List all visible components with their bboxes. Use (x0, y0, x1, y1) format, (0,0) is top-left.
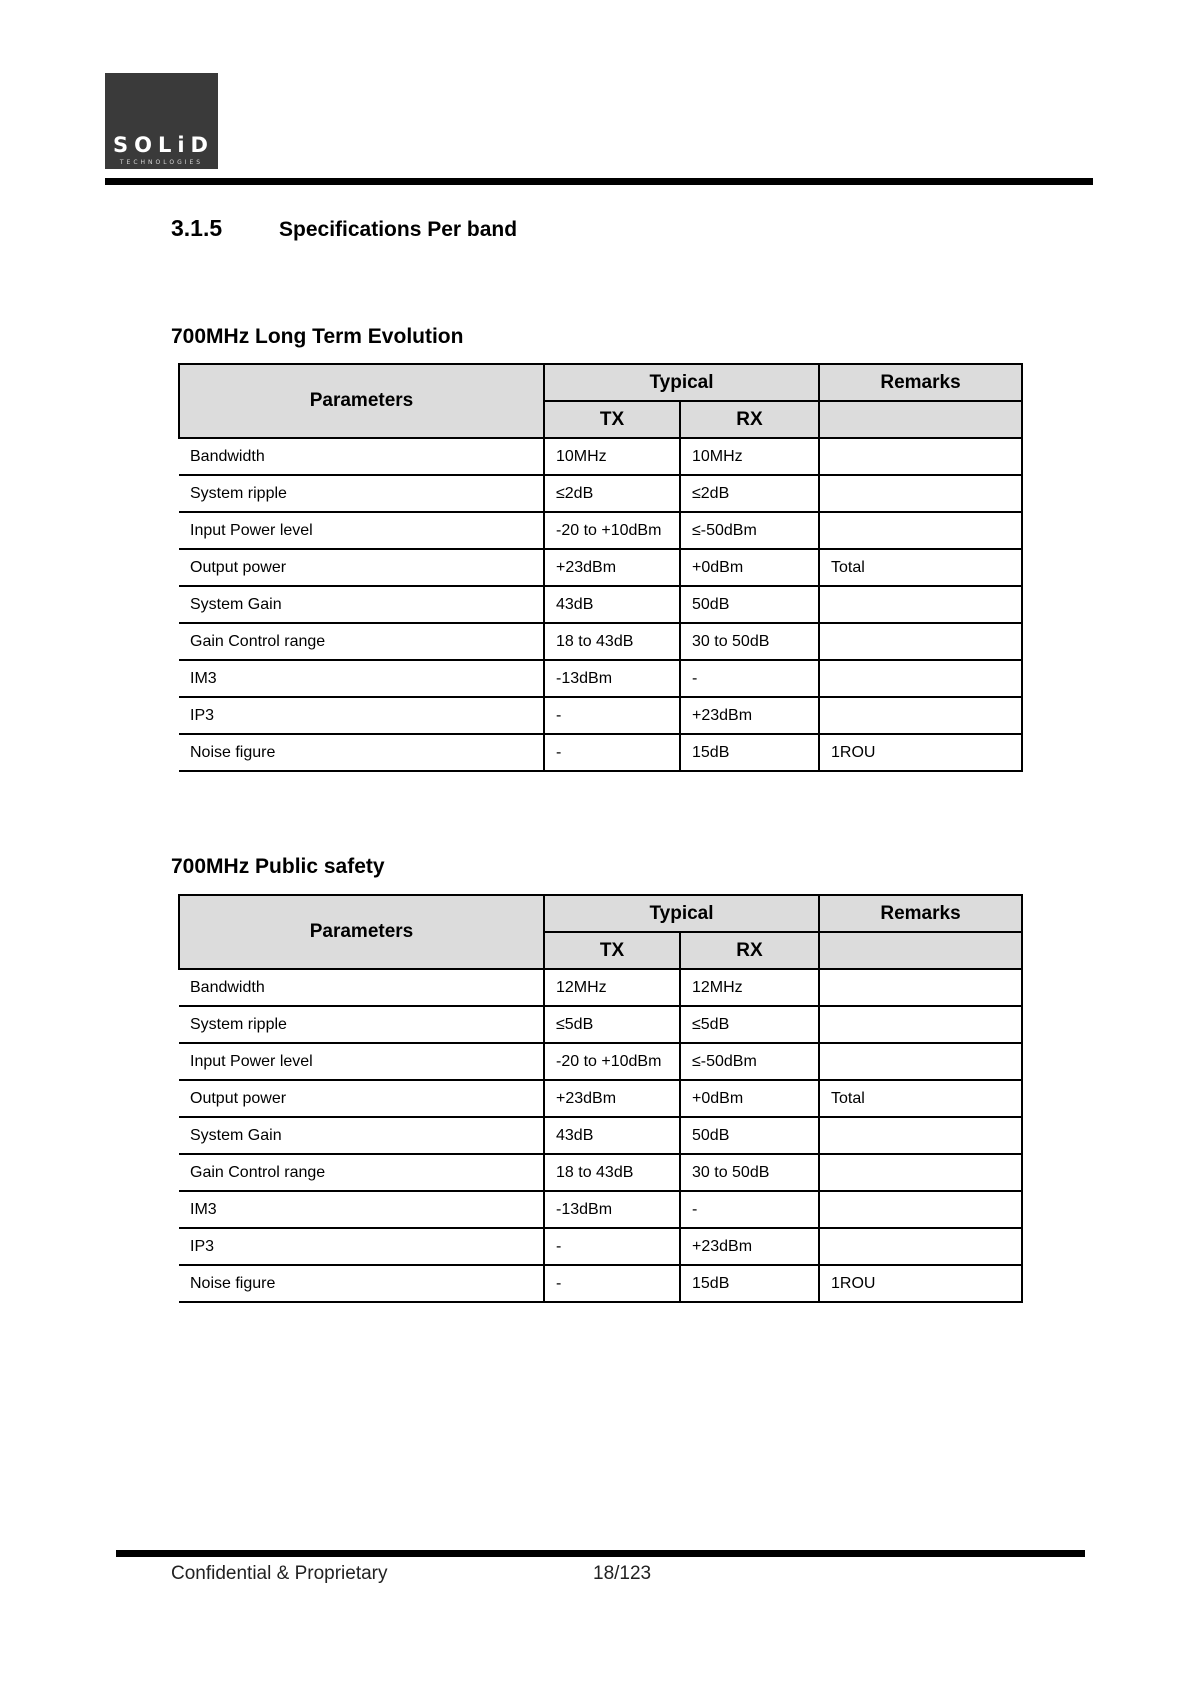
cell-tx: +23dBm (544, 1080, 680, 1117)
table-row (179, 969, 1022, 1006)
cell-param: Noise figure (179, 734, 544, 771)
cell-tx: -20 to +10dBm (544, 1043, 680, 1080)
table-row (179, 549, 1022, 586)
table-row (179, 438, 1022, 475)
cell-rx: 30 to 50dB (680, 1154, 819, 1191)
cell-remarks (819, 586, 1022, 623)
spec-table-public-safety (178, 894, 1023, 1303)
cell-param: IP3 (179, 697, 544, 734)
logo-subtext: TECHNOLOGIES (119, 159, 204, 166)
footer-rule (116, 1550, 1085, 1557)
header-remarks-blank (819, 401, 1022, 438)
cell-remarks: Total (819, 549, 1022, 586)
cell-tx: -13dBm (544, 660, 680, 697)
cell-tx: - (544, 697, 680, 734)
cell-param: Input Power level (179, 512, 544, 549)
page-number: 18/123 (593, 1563, 652, 1584)
cell-remarks: Total (819, 1080, 1022, 1117)
cell-rx: ≤-50dBm (680, 512, 819, 549)
table-row (179, 1265, 1022, 1302)
section-number: 3.1.5 (171, 215, 223, 241)
cell-tx: 43dB (544, 1117, 680, 1154)
cell-remarks (819, 475, 1022, 512)
cell-remarks: 1ROU (819, 1265, 1022, 1302)
cell-remarks: 1ROU (819, 734, 1022, 771)
cell-rx: - (680, 1191, 819, 1228)
cell-tx: - (544, 1265, 680, 1302)
cell-tx: 12MHz (544, 969, 680, 1006)
cell-param: Output power (179, 1080, 544, 1117)
table-row (179, 623, 1022, 660)
cell-tx: +23dBm (544, 549, 680, 586)
cell-tx: -20 to +10dBm (544, 512, 680, 549)
cell-param: Noise figure (179, 1265, 544, 1302)
header-typical: Typical (544, 364, 819, 401)
table-row (179, 1117, 1022, 1154)
cell-param: System Gain (179, 586, 544, 623)
cell-param: Output power (179, 549, 544, 586)
cell-tx: 10MHz (544, 438, 680, 475)
cell-remarks (819, 697, 1022, 734)
cell-remarks (819, 438, 1022, 475)
cell-rx: - (680, 660, 819, 697)
cell-rx: ≤2dB (680, 475, 819, 512)
cell-rx: 15dB (680, 734, 819, 771)
header-rx: RX (680, 932, 819, 969)
cell-rx: +23dBm (680, 1228, 819, 1265)
cell-rx: 15dB (680, 1265, 819, 1302)
cell-tx: 18 to 43dB (544, 1154, 680, 1191)
table-row (179, 697, 1022, 734)
header-parameters: Parameters (179, 364, 544, 438)
table-title-public-safety: 700MHz Public safety (171, 855, 385, 878)
cell-param: System ripple (179, 1006, 544, 1043)
cell-param: Bandwidth (179, 969, 544, 1006)
cell-remarks (819, 1228, 1022, 1265)
table-row (179, 1228, 1022, 1265)
cell-rx: 10MHz (680, 438, 819, 475)
cell-param: Gain Control range (179, 623, 544, 660)
cell-tx: -13dBm (544, 1191, 680, 1228)
cell-tx: ≤2dB (544, 475, 680, 512)
table-row (179, 734, 1022, 771)
section-title: Specifications Per band (279, 218, 518, 241)
cell-rx: 50dB (680, 586, 819, 623)
header-remarks: Remarks (819, 364, 1022, 401)
header-rx: RX (680, 401, 819, 438)
cell-rx: 12MHz (680, 969, 819, 1006)
cell-remarks (819, 1191, 1022, 1228)
cell-param: System Gain (179, 1117, 544, 1154)
cell-param: Gain Control range (179, 1154, 544, 1191)
cell-remarks (819, 660, 1022, 697)
cell-rx: +0dBm (680, 1080, 819, 1117)
cell-remarks (819, 623, 1022, 660)
cell-remarks (819, 512, 1022, 549)
cell-param: IM3 (179, 660, 544, 697)
header-tx: TX (544, 401, 680, 438)
cell-remarks (819, 969, 1022, 1006)
cell-rx: ≤5dB (680, 1006, 819, 1043)
cell-tx: 18 to 43dB (544, 623, 680, 660)
cell-remarks (819, 1006, 1022, 1043)
cell-param: IP3 (179, 1228, 544, 1265)
company-logo (105, 73, 218, 169)
cell-remarks (819, 1117, 1022, 1154)
cell-rx: +0dBm (680, 549, 819, 586)
table-row (179, 1006, 1022, 1043)
table-title-lte: 700MHz Long Term Evolution (171, 325, 464, 348)
spec-table-lte (178, 363, 1023, 772)
cell-param: System ripple (179, 475, 544, 512)
table-row (179, 1043, 1022, 1080)
cell-param: Bandwidth (179, 438, 544, 475)
cell-remarks (819, 1154, 1022, 1191)
footer-confidential: Confidential & Proprietary (171, 1563, 388, 1584)
cell-tx: 43dB (544, 586, 680, 623)
header-remarks-blank (819, 932, 1022, 969)
table-row (179, 660, 1022, 697)
table-row (179, 1154, 1022, 1191)
cell-rx: 30 to 50dB (680, 623, 819, 660)
table-row (179, 512, 1022, 549)
table-row (179, 475, 1022, 512)
cell-remarks (819, 1043, 1022, 1080)
header-remarks: Remarks (819, 895, 1022, 932)
table-row (179, 1080, 1022, 1117)
header-rule (105, 178, 1093, 185)
header-typical: Typical (544, 895, 819, 932)
header-parameters: Parameters (179, 895, 544, 969)
cell-param: Input Power level (179, 1043, 544, 1080)
cell-tx: ≤5dB (544, 1006, 680, 1043)
table-row (179, 1191, 1022, 1228)
header-tx: TX (544, 932, 680, 969)
cell-tx: - (544, 1228, 680, 1265)
cell-tx: - (544, 734, 680, 771)
cell-rx: +23dBm (680, 697, 819, 734)
cell-param: IM3 (179, 1191, 544, 1228)
cell-rx: 50dB (680, 1117, 819, 1154)
table-row (179, 586, 1022, 623)
cell-rx: ≤-50dBm (680, 1043, 819, 1080)
logo-brand-text: SOLiD (113, 133, 214, 157)
